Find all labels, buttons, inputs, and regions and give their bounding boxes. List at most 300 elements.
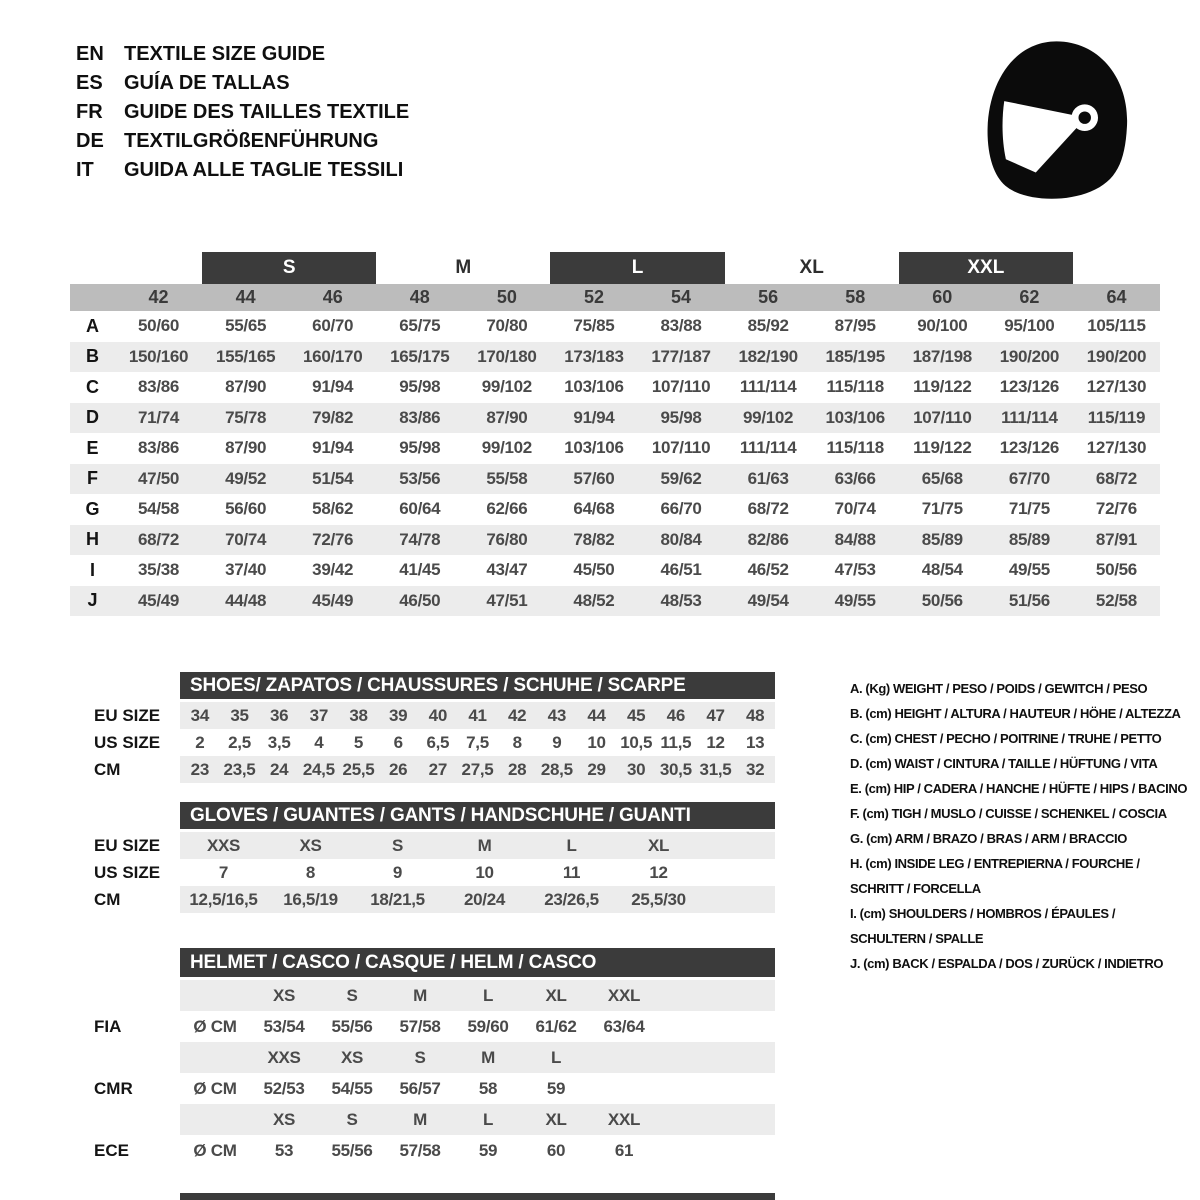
- size-value: 127/130: [1086, 377, 1147, 397]
- value-cell: 23,5: [223, 759, 256, 779]
- size-value: 49/52: [225, 468, 267, 488]
- gloves-table-title: GLOVES / GUANTES / GANTS / HANDSCHUHE / GUANTI: [180, 802, 775, 829]
- language-row: [76, 156, 409, 185]
- language-label: GUIDA ALLE TAGLIE TESSILI: [124, 159, 404, 181]
- size-value: 61/63: [747, 468, 789, 488]
- value-cell: 6,5: [426, 732, 450, 752]
- row-label: EU SIZE: [94, 835, 161, 855]
- language-code: FR: [76, 101, 103, 123]
- column-header: 50: [496, 287, 517, 307]
- column-header: 44: [235, 287, 256, 307]
- gloves-band: [180, 859, 775, 886]
- standard-label: CMR: [94, 1078, 133, 1098]
- measurement-rows: [70, 311, 1160, 616]
- value-cell: 6: [393, 732, 403, 752]
- value-cell: 28,5: [540, 759, 573, 779]
- size-value: 45/49: [312, 590, 354, 610]
- language-label: GUIDE DES TAILLES TEXTILE: [124, 101, 410, 123]
- size-label: XS: [272, 1109, 296, 1129]
- size-value: 72/76: [312, 529, 354, 549]
- size-value: 50/56: [921, 590, 963, 610]
- size-value: 87/90: [486, 407, 528, 427]
- value-cell: 2,5: [228, 732, 251, 752]
- column-header: 42: [148, 287, 169, 307]
- size-value: 71/74: [138, 407, 180, 427]
- unit-label: Ø CM: [193, 1140, 237, 1160]
- size-value: 68/72: [747, 499, 789, 519]
- size-value: 49/55: [834, 590, 876, 610]
- size-value: 51/54: [312, 468, 354, 488]
- value-cell: 9: [552, 732, 562, 752]
- value-cell: 59/60: [467, 1016, 509, 1036]
- helmet-value-row: [70, 1011, 775, 1042]
- size-value: 170/180: [477, 346, 537, 366]
- column-header: 46: [322, 287, 343, 307]
- shoes-band: [180, 756, 775, 783]
- size-value: 47/50: [138, 468, 180, 488]
- size-label: S: [346, 985, 358, 1005]
- size-value: 56/60: [225, 499, 267, 519]
- size-value: 55/58: [486, 468, 528, 488]
- value-cell: 61/62: [535, 1016, 577, 1036]
- size-value: 87/91: [1095, 529, 1137, 549]
- column-header: 60: [932, 287, 953, 307]
- shoes-table-title: SHOES/ ZAPATOS / CHAUSSURES / SCHUHE / SCARPE: [180, 672, 775, 699]
- size-value: 103/106: [825, 407, 885, 427]
- size-value: 72/76: [1095, 499, 1137, 519]
- size-value: 48/52: [573, 590, 615, 610]
- value-cell: 23/26,5: [544, 889, 599, 909]
- size-value: 111/114: [739, 377, 797, 397]
- language-list: [76, 40, 409, 185]
- size-label: S: [346, 1109, 358, 1129]
- size-value: 127/130: [1086, 438, 1147, 458]
- helmet-value-band: [180, 1073, 775, 1104]
- spacer: [70, 672, 180, 699]
- size-value: 91/94: [312, 377, 354, 397]
- unit-label: Ø CM: [193, 1078, 237, 1098]
- size-value: 99/102: [743, 407, 794, 427]
- size-value: 70/74: [834, 499, 876, 519]
- unit-spacer: [180, 1104, 250, 1135]
- size-value: 115/118: [826, 438, 884, 458]
- size-value: 123/126: [999, 377, 1060, 397]
- value-cell: 7: [218, 862, 229, 882]
- column-header: 54: [671, 287, 692, 307]
- spacer: [70, 980, 180, 1011]
- value-cell: XL: [647, 835, 670, 855]
- size-value: 37/40: [225, 560, 267, 580]
- gloves-row: [70, 886, 775, 913]
- measurement-row: [70, 494, 1160, 525]
- helmet-value-band: [180, 1135, 775, 1166]
- value-cell: 34: [190, 705, 209, 725]
- size-label: M: [413, 985, 427, 1005]
- language-label: GUÍA DE TALLAS: [124, 72, 290, 94]
- value-cell: 16,5/19: [283, 889, 338, 909]
- size-value: 74/78: [399, 529, 441, 549]
- size-label: XS: [272, 985, 296, 1005]
- size-value: 95/100: [1004, 316, 1055, 336]
- value-cell: 46: [666, 705, 685, 725]
- size-value: 85/92: [747, 316, 789, 336]
- value-cell: 56/57: [399, 1078, 441, 1098]
- size-label: M: [413, 1109, 427, 1129]
- gloves-rows: [70, 832, 775, 913]
- size-label: XXL: [607, 985, 641, 1005]
- size-value: 75/85: [573, 316, 615, 336]
- size-value: 160/170: [303, 346, 363, 366]
- value-cell: 55/56: [331, 1140, 373, 1160]
- standard-label: FIA: [94, 1016, 122, 1036]
- size-value: 84/88: [834, 529, 876, 549]
- column-header: 52: [583, 287, 604, 307]
- measurement-row: [70, 342, 1160, 373]
- legend-item: F. (cm) TIGH / MUSLO / CUISSE / SCHENKEL / COSCIA: [850, 806, 1167, 821]
- spacer: [115, 252, 202, 284]
- value-cell: 59: [546, 1078, 566, 1098]
- helmet-value-row: [70, 1073, 775, 1104]
- size-group-s: S: [202, 252, 376, 284]
- helmet-value-band: [180, 1011, 775, 1042]
- language-label: TEXTILE SIZE GUIDE: [124, 43, 326, 65]
- size-value: 75/78: [225, 407, 267, 427]
- spacer: [1073, 252, 1160, 284]
- spacer: [70, 1042, 180, 1073]
- value-cell: 28: [508, 759, 527, 779]
- helmet-size-row: [70, 980, 775, 1011]
- value-cell: 57/58: [399, 1016, 441, 1036]
- size-value: 95/98: [399, 438, 441, 458]
- language-row: [76, 40, 409, 69]
- value-cell: 23: [190, 759, 209, 779]
- size-value: 46/50: [399, 590, 441, 610]
- value-cell: 36: [270, 705, 289, 725]
- value-cell: 8: [512, 732, 522, 752]
- size-value: 111/114: [739, 438, 797, 458]
- shoes-band: [180, 729, 775, 756]
- helmet-header-row: [70, 948, 775, 977]
- measurement-row: [70, 433, 1160, 464]
- row-label: US SIZE: [94, 862, 161, 882]
- column-header: 64: [1106, 287, 1127, 307]
- size-value: 173/183: [564, 346, 624, 366]
- size-value: 64/68: [573, 499, 615, 519]
- row-label: EU SIZE: [94, 705, 161, 725]
- value-cell: 54/55: [331, 1078, 373, 1098]
- size-value: 71/75: [1008, 499, 1050, 519]
- size-value: 83/86: [138, 438, 180, 458]
- value-cell: 53: [274, 1140, 294, 1160]
- shoes-table: [70, 672, 775, 783]
- row-label: J: [87, 590, 98, 611]
- size-value: 91/94: [573, 407, 615, 427]
- size-value: 47/51: [486, 590, 528, 610]
- size-value: 107/110: [913, 407, 972, 427]
- size-value: 70/74: [225, 529, 267, 549]
- unit-label: Ø CM: [193, 1016, 237, 1036]
- value-cell: 27,5: [461, 759, 494, 779]
- size-value: 54/58: [138, 499, 180, 519]
- size-value: 49/55: [1008, 560, 1050, 580]
- size-value: 87/90: [225, 377, 267, 397]
- value-cell: S: [391, 835, 404, 855]
- size-value: 46/52: [747, 560, 789, 580]
- measurement-row: [70, 586, 1160, 617]
- value-cell: 3,5: [267, 732, 291, 752]
- size-value: 59/62: [660, 468, 702, 488]
- size-label: L: [550, 1047, 562, 1067]
- size-label: L: [482, 1109, 494, 1129]
- size-value: 60/70: [312, 316, 354, 336]
- value-cell: 9: [392, 862, 403, 882]
- standard-label: ECE: [94, 1140, 129, 1160]
- spacer: [70, 948, 180, 977]
- value-cell: 12,5/16,5: [189, 889, 258, 909]
- size-value: 107/110: [651, 438, 711, 458]
- helmet-table-title: HELMET / CASCO / CASQUE / HELM / CASCO: [180, 948, 775, 977]
- gloves-row: [70, 859, 775, 886]
- size-value: 99/102: [481, 377, 532, 397]
- size-group-xxl: XXL: [899, 252, 1073, 284]
- size-value: 123/126: [999, 438, 1060, 458]
- size-value: 115/118: [826, 377, 884, 397]
- size-value: 185/195: [825, 346, 885, 366]
- size-value: 103/106: [564, 438, 624, 458]
- size-value: 55/65: [225, 316, 267, 336]
- size-value: 103/106: [564, 377, 624, 397]
- size-value: 105/115: [1087, 316, 1146, 336]
- gloves-band: [180, 886, 775, 913]
- value-cell: 38: [349, 705, 368, 725]
- size-value: 48/53: [660, 590, 702, 610]
- row-label: B: [86, 346, 99, 367]
- size-value: 65/75: [399, 316, 441, 336]
- helmet-size-row: [70, 1104, 775, 1135]
- value-cell: 58: [478, 1078, 498, 1098]
- value-cell: 47: [706, 705, 725, 725]
- measurement-row: [70, 555, 1160, 586]
- value-cell: 60: [546, 1140, 566, 1160]
- size-label: XS: [340, 1047, 364, 1067]
- legend-item: A. (Kg) WEIGHT / PESO / POIDS / GEWITCH / PESO: [850, 681, 1148, 696]
- value-cell: 2: [195, 732, 205, 752]
- size-label: XL: [545, 985, 567, 1005]
- value-cell: 4: [314, 732, 324, 752]
- legend-item: D. (cm) WAIST / CINTURA / TAILLE / HÜFTUNG / VITA: [850, 756, 1158, 771]
- value-cell: 44: [587, 705, 606, 725]
- size-value: 78/82: [573, 529, 615, 549]
- size-value: 48/54: [921, 560, 963, 580]
- value-cell: 59: [478, 1140, 498, 1160]
- size-value: 83/86: [399, 407, 441, 427]
- column-header: 48: [409, 287, 430, 307]
- language-row: [76, 127, 409, 156]
- size-value: 190/200: [999, 346, 1060, 366]
- legend-item: H. (cm) INSIDE LEG / ENTREPIERNA / FOURCHE / SCHRITT / FORCELLA: [850, 856, 1140, 896]
- spacer: [70, 1104, 180, 1135]
- shoes-row: [70, 729, 775, 756]
- value-cell: 35: [230, 705, 249, 725]
- gloves-band: [180, 832, 775, 859]
- size-value: 62/66: [486, 499, 528, 519]
- shoes-rows: [70, 702, 775, 783]
- legend-item: J. (cm) BACK / ESPALDA / DOS / ZURÜCK / INDIETRO: [850, 956, 1164, 971]
- size-value: 57/60: [573, 468, 615, 488]
- value-cell: 20/24: [463, 889, 506, 909]
- value-cell: 42: [508, 705, 527, 725]
- value-cell: 12: [706, 732, 725, 752]
- value-cell: 48: [746, 705, 765, 725]
- size-label: XXS: [267, 1047, 301, 1067]
- size-value: 87/90: [225, 438, 267, 458]
- size-value: 43/47: [486, 560, 528, 580]
- shoes-band: [180, 702, 775, 729]
- size-value: 51/56: [1008, 590, 1050, 610]
- size-value: 115/119: [1087, 407, 1146, 427]
- size-value: 111/114: [1001, 407, 1058, 427]
- size-label: XL: [545, 1109, 567, 1129]
- size-group-l: L: [550, 252, 724, 284]
- row-label: F: [87, 468, 98, 489]
- size-value: 95/98: [660, 407, 702, 427]
- size-value: 60/64: [399, 499, 441, 519]
- value-cell: 63/64: [603, 1016, 645, 1036]
- value-cell: 5: [353, 732, 364, 752]
- measurement-row: [70, 403, 1160, 434]
- size-value: 76/80: [486, 529, 528, 549]
- size-value: 45/49: [138, 590, 180, 610]
- size-value: 46/51: [660, 560, 702, 580]
- textile-size-table: [70, 252, 1160, 616]
- value-cell: 25,5: [342, 759, 375, 779]
- row-label: E: [86, 437, 99, 458]
- value-cell: 27: [428, 759, 447, 779]
- value-cell: XS: [299, 835, 322, 855]
- size-label: S: [414, 1047, 426, 1067]
- value-cell: 11,5: [660, 732, 692, 752]
- value-cell: 26: [389, 759, 408, 779]
- size-value: 91/94: [312, 438, 354, 458]
- value-cell: 45: [627, 705, 646, 725]
- value-cell: 55/56: [331, 1016, 373, 1036]
- row-label: I: [89, 559, 95, 580]
- row-label: A: [86, 315, 99, 336]
- column-header: 62: [1019, 287, 1040, 307]
- legend-item: B. (cm) HEIGHT / ALTURA / HAUTEUR / HÖHE / ALTEZZA: [850, 706, 1181, 721]
- row-label: G: [85, 498, 100, 519]
- size-value: 53/56: [399, 468, 441, 488]
- size-value: 99/102: [481, 438, 532, 458]
- size-value: 85/89: [921, 529, 963, 549]
- size-value: 177/187: [651, 346, 711, 366]
- value-cell: 32: [746, 759, 765, 779]
- helmet-size-band: [180, 980, 775, 1011]
- size-value: 50/56: [1095, 560, 1137, 580]
- measurement-legend: [850, 676, 1190, 976]
- value-cell: 61: [614, 1140, 634, 1160]
- value-cell: 43: [547, 705, 566, 725]
- shoes-row: [70, 756, 775, 783]
- size-label: M: [481, 1047, 495, 1067]
- size-value: 119/122: [913, 438, 972, 458]
- row-label: C: [86, 376, 99, 397]
- value-cell: 13: [746, 732, 765, 752]
- size-value: 63/66: [834, 468, 876, 488]
- size-value: 66/70: [660, 499, 702, 519]
- value-cell: 8: [305, 862, 316, 882]
- size-value: 52/58: [1095, 590, 1137, 610]
- size-value: 107/110: [651, 377, 711, 397]
- row-label: CM: [94, 759, 121, 779]
- unit-spacer: [180, 1042, 250, 1073]
- value-cell: 10: [475, 862, 494, 882]
- size-number-row: [70, 284, 1160, 311]
- size-value: 35/38: [138, 560, 180, 580]
- column-header: 58: [845, 287, 866, 307]
- size-value: 83/86: [138, 377, 180, 397]
- size-value: 41/45: [399, 560, 441, 580]
- value-cell: 24: [270, 759, 289, 779]
- size-value: 165/175: [390, 346, 450, 366]
- value-cell: 11: [562, 862, 581, 882]
- value-cell: 31,5: [699, 759, 732, 779]
- size-value: 182/190: [738, 346, 798, 366]
- value-cell: 12: [649, 862, 668, 882]
- helmet-rows: [70, 980, 775, 1166]
- language-code: IT: [76, 159, 94, 181]
- gloves-table: [70, 802, 775, 913]
- size-value: 187/198: [912, 346, 972, 366]
- size-value: 150/160: [128, 346, 189, 366]
- size-value: 155/165: [215, 346, 276, 366]
- legend-item: G. (cm) ARM / BRAZO / BRAS / ARM / BRACCIO: [850, 831, 1127, 846]
- legend-item: E. (cm) HIP / CADERA / HANCHE / HÜFTE / HIPS / BACINO: [850, 781, 1188, 796]
- spacer: [70, 252, 115, 284]
- value-cell: 10,5: [620, 732, 653, 752]
- language-code: DE: [76, 130, 104, 152]
- size-value: 85/89: [1008, 529, 1050, 549]
- partial-header-bar: [180, 1193, 775, 1200]
- row-label: D: [86, 407, 99, 428]
- value-cell: 7,5: [466, 732, 489, 752]
- measurement-row: [70, 372, 1160, 403]
- language-code: ES: [76, 72, 103, 94]
- racing-helmet-icon: [976, 34, 1142, 218]
- legend-item: I. (cm) SHOULDERS / HOMBROS / ÉPAULES / SCHULTERN / SPALLE: [850, 906, 1116, 946]
- value-cell: 37: [309, 705, 328, 725]
- value-cell: 57/58: [399, 1140, 441, 1160]
- size-value: 80/84: [660, 529, 702, 549]
- size-value: 119/122: [913, 377, 972, 397]
- size-value: 45/50: [573, 560, 615, 580]
- helmet-size-band: [180, 1042, 775, 1073]
- language-label: TEXTILGRÖßENFÜHRUNG: [124, 130, 379, 152]
- size-value: 90/100: [917, 316, 968, 336]
- size-group-m: M: [455, 257, 472, 278]
- size-value: 44/48: [225, 590, 267, 610]
- shoes-row: [70, 702, 775, 729]
- legend-item: C. (cm) CHEST / PECHO / POITRINE / TRUHE / PETTO: [850, 731, 1162, 746]
- value-cell: 18/21,5: [370, 889, 425, 909]
- size-value: 68/72: [138, 529, 180, 549]
- size-group-xl: XL: [799, 257, 824, 278]
- size-value: 58/62: [312, 499, 354, 519]
- value-cell: 53/54: [263, 1016, 305, 1036]
- row-label: CM: [94, 889, 121, 909]
- value-cell: 25,5/30: [631, 889, 686, 909]
- language-row: [76, 98, 409, 127]
